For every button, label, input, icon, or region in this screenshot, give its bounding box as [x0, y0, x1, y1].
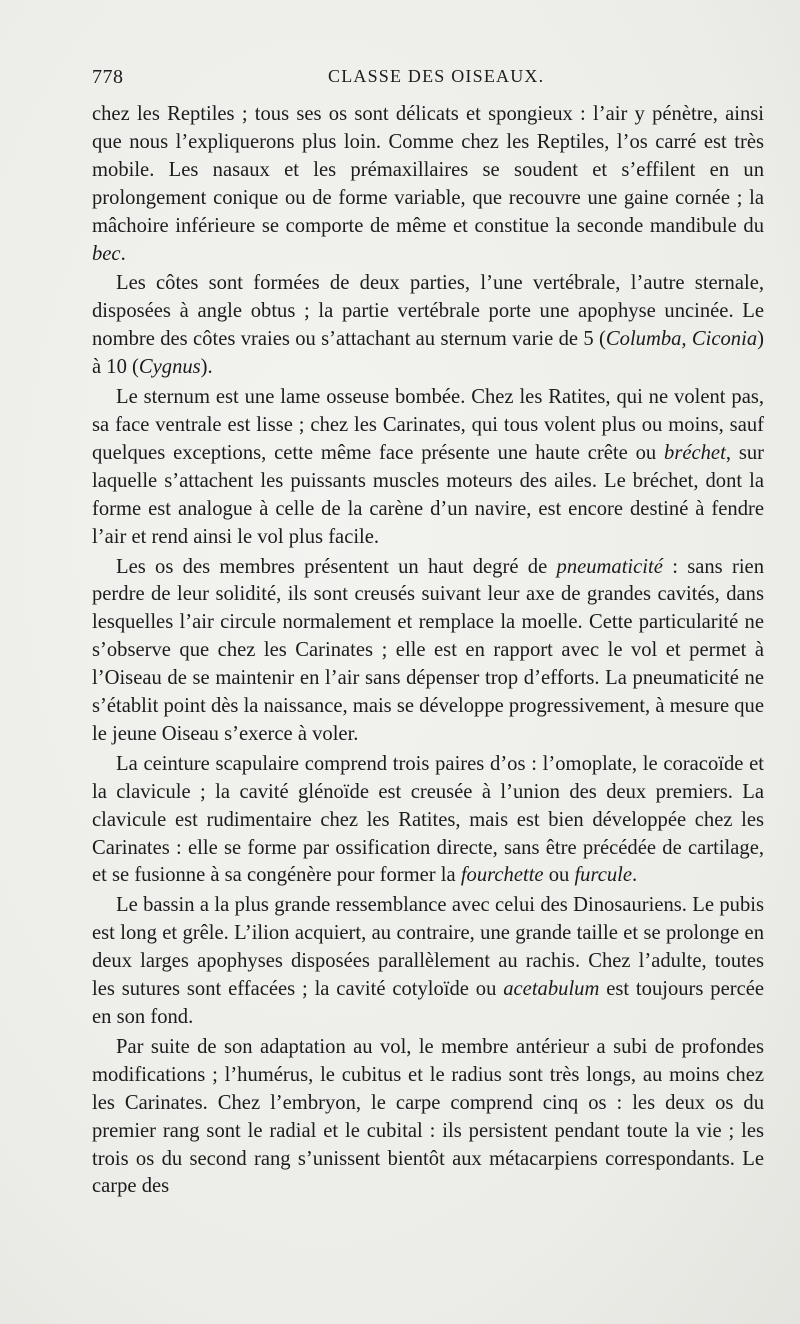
italic-term-furcule: furcule: [574, 864, 633, 887]
paragraph-pelvis: [92, 892, 764, 1032]
text-segment: .: [120, 242, 126, 265]
paragraph-scapular-girdle: [92, 751, 764, 891]
paragraph-sternum: [92, 384, 764, 551]
paragraph-ribs: [92, 270, 764, 382]
body-text: [92, 101, 764, 1201]
text-segment: : sans rien perdre de leur solidité, ils sont creusés suivant leur axe de grandes cavités, dans lesquelles l’air circule normalement et remplace la moelle. Cette particularité ne s’observe que chez les Carinates ; elle est en rapport avec le vol et permet à l’Oiseau de se maintenir en l’air sans dépenser trop d’efforts. La pneumaticité ne s’établit point dès la naissance, mais se développe progressivement, à mesure que le jeune Oiseau s’exerce à voler.: [92, 555, 764, 745]
italic-term-brechet: bréchet: [664, 441, 726, 464]
paragraph-limb-bones: [92, 554, 764, 749]
italic-term-pneumaticite: pneumaticité: [556, 555, 663, 578]
page-header: [92, 66, 714, 96]
italic-term-bec: bec: [92, 242, 121, 265]
text-segment: Le bassin a la plus grande ressemblance avec celui des Dinosauriens. Le pubis est long et grêle. L’ilion acquiert, au contraire, une grande taille et se prolonge en deux larges apophyses disposées parallèlement au rachis. Chez l’adulte, toutes les sutures sont effacées ; la cavité cotyloïde ou: [92, 894, 764, 1001]
text-segment: Les os des membres présentent un haut degré de: [116, 555, 557, 578]
paragraph-bones-skull: [92, 101, 764, 268]
running-title: CLASSE DES OISEAUX.: [328, 66, 545, 86]
text-segment: Le sternum est une lame osseuse bombée. Chez les Ratites, qui ne volent pas, sa face ventrale est lisse ; chez les Carinates, qui tous volent plus ou moins, sauf quelques exceptions, cette même face présente une haute crête ou: [92, 386, 764, 464]
italic-term-acetabulum: acetabulum: [503, 978, 600, 1001]
page-number: 778: [92, 66, 124, 88]
text-segment: chez les Reptiles ; tous ses os sont délicats et spongieux : l’air y pénètre, ainsi que nous l’expliquerons plus loin. Comme chez les Reptiles, l’os carré est très mobile. Les nasaux et les prémaxillaires se soudent et s’effilent en un prolongement conique ou de forme variable, que recouvre une gaine cornée ; la mâchoire inférieure se comporte de même et constitue la seconde mandibule du: [92, 103, 764, 237]
paragraph-forelimb: [92, 1034, 764, 1201]
italic-term-fourchette: fourchette: [460, 864, 544, 887]
text-segment: ) à 10 (: [92, 328, 764, 379]
text-segment: La ceinture scapulaire comprend trois paires d’os : l’omoplate, le coracoïde et la clavicule ; la cavité glénoïde est creusée à l’union des deux premiers. La clavicule est rudimentaire chez les Ratites, mais est bien développée chez les Carinates : elle se forme par ossification directe, sans être précédée de cartilage, et se fusionne à sa congénère pour former la: [92, 752, 764, 887]
text-segment: .: [632, 864, 638, 887]
text-segment: , sur laquelle s’attachent les puissants muscles moteurs des ailes. Le bréchet, dont la forme est analogue à celle de la carène d’un navire, est encore destiné à fendre l’air et rend ainsi le vol plus facile.: [92, 441, 764, 548]
text-segment: Par suite de son adaptation au vol, le membre antérieur a subi de profondes modifications ; l’humérus, le cubitus et le radius sont très longs, au moins chez les Carinates. Chez l’embryon, le carpe comprend cinq os : les deux os du premier rang sont le radial et le cubital : ils persistent pendant toute la vie ; les trois os du second rang s’unissent bientôt aux métacarpiens correspondants. Le carpe des: [92, 1035, 764, 1198]
text-segment: ou: [543, 864, 575, 887]
italic-term-cygnus: Cygnus: [138, 356, 201, 379]
text-segment: Les côtes sont formées de deux parties, l’une vertébrale, l’autre sternale, disposées à angle obtus ; la partie vertébrale porte une apophyse uncinée. Le nombre des côtes vraies ou s’attachant au sternum varie de 5 (: [92, 272, 764, 351]
text-segment: ).: [200, 356, 213, 379]
italic-term-genera: Columba, Ciconia: [605, 328, 758, 351]
text-segment: est toujours percée en son fond.: [92, 978, 764, 1028]
